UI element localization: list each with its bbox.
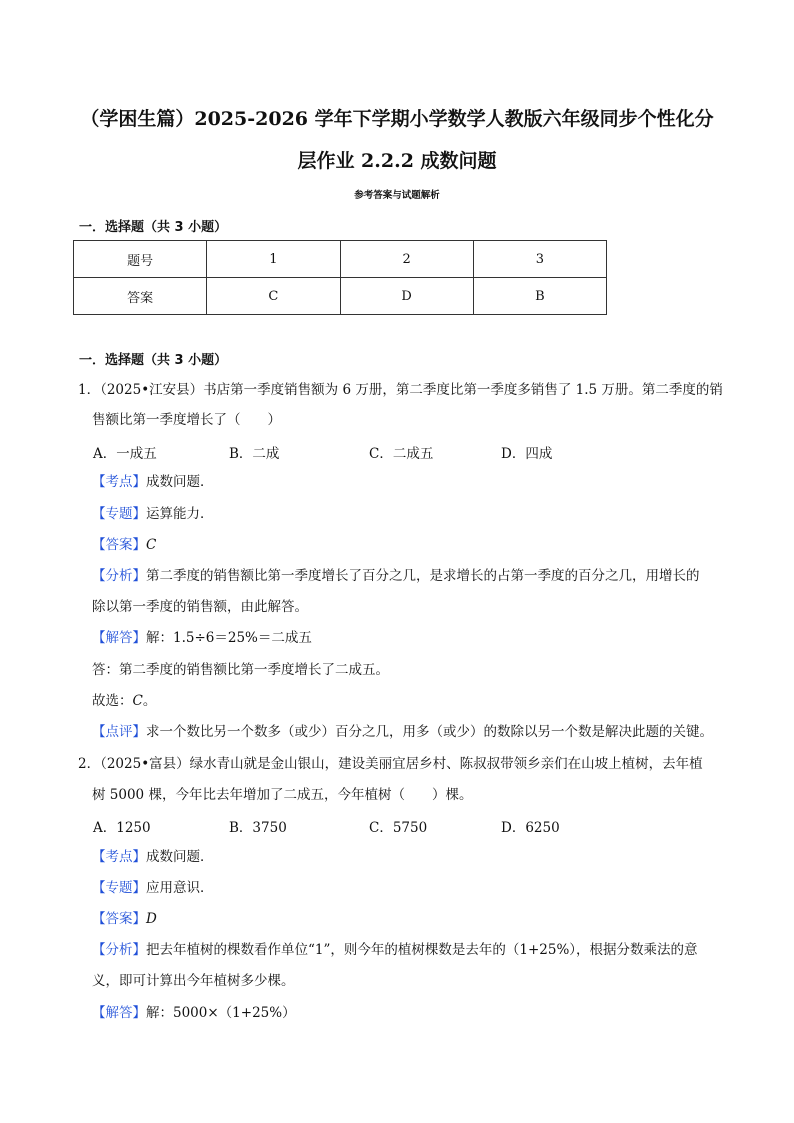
table-row	[74, 241, 607, 278]
kaodian-tag: 【考点】	[92, 849, 146, 865]
daan-line	[92, 535, 156, 555]
question-1-text-line-2: 售额比第一季度增长了（ ）	[92, 412, 281, 428]
dianping-tag: 【点评】	[92, 724, 146, 740]
option-b: B．3750	[229, 820, 287, 836]
fenxi-tag: 【分析】	[92, 942, 146, 958]
kaodian-text: 成数问题．	[146, 849, 214, 865]
document-title-line-2: 层作业 2.2.2 成数问题	[297, 150, 497, 172]
daan-tag: 【答案】	[92, 537, 146, 553]
daan-line	[92, 909, 157, 929]
jieda-choice-suffix: 。	[142, 693, 157, 709]
daan-text: C	[146, 537, 157, 553]
section-header: 一．选择题（共 3 小题）	[79, 353, 228, 368]
option-c: C．5750	[369, 820, 428, 836]
table-cell: 3	[473, 241, 606, 278]
jieda-tag: 【解答】	[92, 1005, 146, 1021]
daan-tag: 【答案】	[92, 911, 146, 927]
zhuanti-tag: 【专题】	[92, 880, 146, 896]
jieda-line-3	[92, 691, 156, 711]
kaodian-tag: 【考点】	[92, 474, 146, 490]
table-cell: C	[207, 278, 340, 315]
fenxi-line-2: 除以第一季度的销售额，由此解答。	[92, 599, 308, 615]
table-cell: 1	[207, 241, 340, 278]
fenxi-line-1	[92, 940, 698, 960]
jieda-line-1	[92, 1003, 296, 1023]
zhuanti-text: 应用意识．	[146, 880, 214, 896]
jieda-text: 解：1.5÷6＝25%＝二成五	[146, 630, 312, 646]
fenxi-line-2: 义，即可计算出今年植树多少棵。	[92, 973, 295, 989]
kaodian-text: 成数问题．	[146, 474, 214, 490]
zhuanti-line	[92, 878, 214, 898]
daan-text: D	[146, 911, 157, 927]
table-cell: 题号	[74, 241, 207, 278]
fenxi-tag: 【分析】	[92, 568, 146, 584]
document-subtitle: 参考答案与试题解析	[354, 190, 440, 201]
fenxi-text: 第二季度的销售额比第一季度增长了百分之几，是求增长的占第一季度的百分之几，用增长的	[146, 568, 700, 584]
kaodian-line	[92, 847, 214, 867]
fenxi-line-1	[92, 566, 700, 586]
zhuanti-text: 运算能力．	[146, 506, 214, 522]
zhuanti-line	[92, 504, 214, 524]
table-cell: 答案	[74, 278, 207, 315]
table-row	[74, 278, 607, 315]
jieda-text: 解：5000×（1+25%）	[146, 1005, 296, 1021]
option-b: B．二成	[229, 446, 280, 462]
dianping-line	[92, 722, 713, 742]
question-2-text-line-1: 2．（2025•富县）绿水青山就是金山银山，建设美丽宜居乡村、陈叔叔带领乡亲们在山坡上植树，去年植	[78, 756, 703, 772]
document-title-line-1: （学困生篇）2025-2026 学年下学期小学数学人教版六年级同步个性化分	[80, 108, 714, 130]
answer-table	[73, 240, 607, 315]
option-a: A．一成五	[93, 446, 157, 462]
section-header: 一．选择题（共 3 小题）	[79, 220, 228, 235]
dianping-text: 求一个数比另一个数多（或少）百分之几，用多（或少）的数除以另一个数是解决此题的关键。	[146, 724, 713, 740]
table-cell: 2	[340, 241, 473, 278]
question-1-text-line-1: 1．（2025•江安县）书店第一季度销售额为 6 万册，第二季度比第一季度多销售了 1.5 万册。第二季度的销	[78, 382, 723, 398]
jieda-choice-prefix: 故选：	[92, 693, 133, 709]
option-d: D．四成	[501, 446, 553, 462]
jieda-choice: C	[132, 693, 143, 709]
zhuanti-tag: 【专题】	[92, 506, 146, 522]
question-2-text-line-2: 树 5000 棵，今年比去年增加了二成五，今年植树（ ）棵。	[92, 787, 473, 803]
fenxi-text: 把去年植树的棵数看作单位“1”，则今年的植树棵数是去年的（1+25%），根据分数乘法的意	[146, 942, 698, 958]
kaodian-line	[92, 472, 214, 492]
jieda-line-1	[92, 628, 312, 648]
jieda-tag: 【解答】	[92, 630, 146, 646]
option-c: C．二成五	[369, 446, 434, 462]
option-d: D．6250	[501, 820, 560, 836]
table-cell: B	[473, 278, 606, 315]
table-cell: D	[340, 278, 473, 315]
jieda-line-2: 答：第二季度的销售额比第一季度增长了二成五。	[92, 662, 389, 678]
option-a: A．1250	[93, 820, 151, 836]
